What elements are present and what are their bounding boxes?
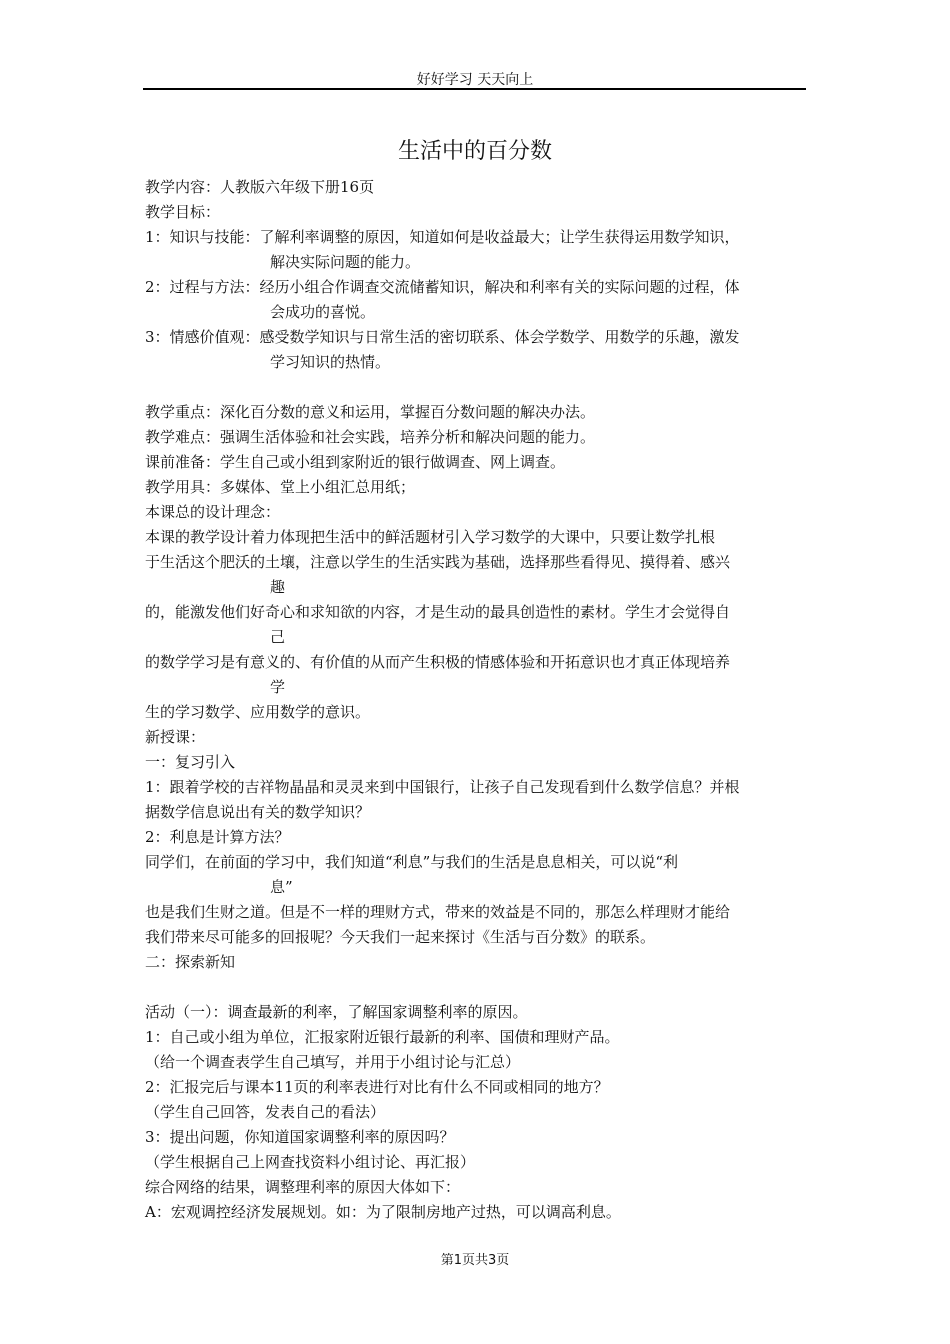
text-line: 课前准备：学生自己或小组到家附近的银行做调查、网上调查。 (145, 453, 566, 471)
text-line: 己 (270, 628, 286, 646)
text-line: 2：过程与方法：经历小组合作调查交流储蓄知识，解决和利率有关的实际问题的过程，体 (145, 278, 740, 296)
text-line: 1：自己或小组为单位，汇报家附近银行最新的利率、国债和理财产品。 (145, 1028, 620, 1046)
text-line: 2：利息是计算方法？ (145, 828, 290, 846)
text-line: 一：复习引入 (145, 753, 236, 771)
text-line: 于生活这个肥沃的土壤，注意以学生的生活实践为基础，选择那些看得见、摸得着、感兴 (145, 553, 731, 571)
text-line: 本课总的设计理念： (145, 503, 281, 521)
text-line: 教学重点：深化百分数的意义和运用，掌握百分数问题的解决办法。 (145, 403, 596, 421)
text-line: 也是我们生财之道。但是不一样的理财方式，带来的效益是不同的，那怎么样理财才能给 (145, 903, 731, 921)
text-line: 教学难点：强调生活体验和社会实践，培养分析和解决问题的能力。 (145, 428, 596, 446)
text-line: 教学用具：多媒体、堂上小组汇总用纸； (145, 478, 416, 496)
text-line: 生的学习数学、应用数学的意识。 (145, 703, 371, 721)
text-line: （给一个调查表学生自己填写，并用于小组讨论与汇总） (145, 1053, 521, 1071)
text-line: 息” (270, 878, 293, 896)
text-line: 3：情感价值观：感受数学知识与日常生活的密切联系、体会学数学、用数学的乐趣，激发 (145, 328, 740, 346)
text-line: 3：提出问题，你知道国家调整利率的原因吗？ (145, 1128, 455, 1146)
text-line: 我们带来尽可能多的回报呢？今天我们一起来探讨《生活与百分数》的联系。 (145, 928, 656, 946)
text-line: 的，能激发他们好奇心和求知欲的内容，才是生动的最具创造性的素材。学生才会觉得自 (145, 603, 731, 621)
text-line: 据数学信息说出有关的数学知识？ (145, 803, 371, 821)
text-line: 学 (270, 678, 286, 696)
header-rule (143, 88, 806, 90)
text-line: 综合网络的结果，调整理利率的原因大体如下： (145, 1178, 461, 1196)
text-line: 1：知识与技能：了解利率调整的原因，知道如何是收益最大；让学生获得运用数学知识， (145, 228, 740, 246)
text-line: 1：跟着学校的吉祥物晶晶和灵灵来到中国银行，让孩子自己发现看到什么数学信息？并根 (145, 778, 740, 796)
text-line: 学习知识的热情。 (270, 353, 391, 371)
text-line: 2：汇报完后与课本11页的利率表进行对比有什么不同或相同的地方？ (145, 1078, 609, 1096)
text-line: 本课的教学设计着力体现把生活中的鲜活题材引入学习数学的大课中，只要让数学扎根 (145, 528, 716, 546)
text-line: 新授课： (145, 728, 206, 746)
text-line: （学生根据自己上网查找资料小组讨论、再汇报） (145, 1153, 476, 1171)
page-header: 好好学习 天天向上 (416, 72, 534, 88)
text-line: 教学内容：人教版六年级下册16页 (145, 178, 375, 196)
text-line: 同学们，在前面的学习中，我们知道“利息”与我们的生活是息息相关，可以说“利 (145, 853, 679, 871)
text-line: （学生自己回答，发表自己的看法） (145, 1103, 386, 1121)
text-line: 教学目标： (145, 203, 221, 221)
text-line: 解决实际问题的能力。 (270, 253, 421, 271)
page-footer: 第1页共3页 (440, 1253, 510, 1268)
text-line: 会成功的喜悦。 (270, 303, 376, 321)
text-line: 的数学学习是有意义的、有价值的从而产生积极的情感体验和开拓意识也才真正体现培养 (145, 653, 731, 671)
text-line: 趣 (270, 578, 286, 596)
document-title: 生活中的百分数 (397, 139, 552, 164)
text-line: 活动（一）：调查最新的利率，了解国家调整利率的原因。 (145, 1003, 528, 1021)
text-line: 二：探索新知 (145, 953, 236, 971)
text-line: A：宏观调控经济发展规划。如：为了限制房地产过热，可以调高利息。 (145, 1203, 621, 1221)
